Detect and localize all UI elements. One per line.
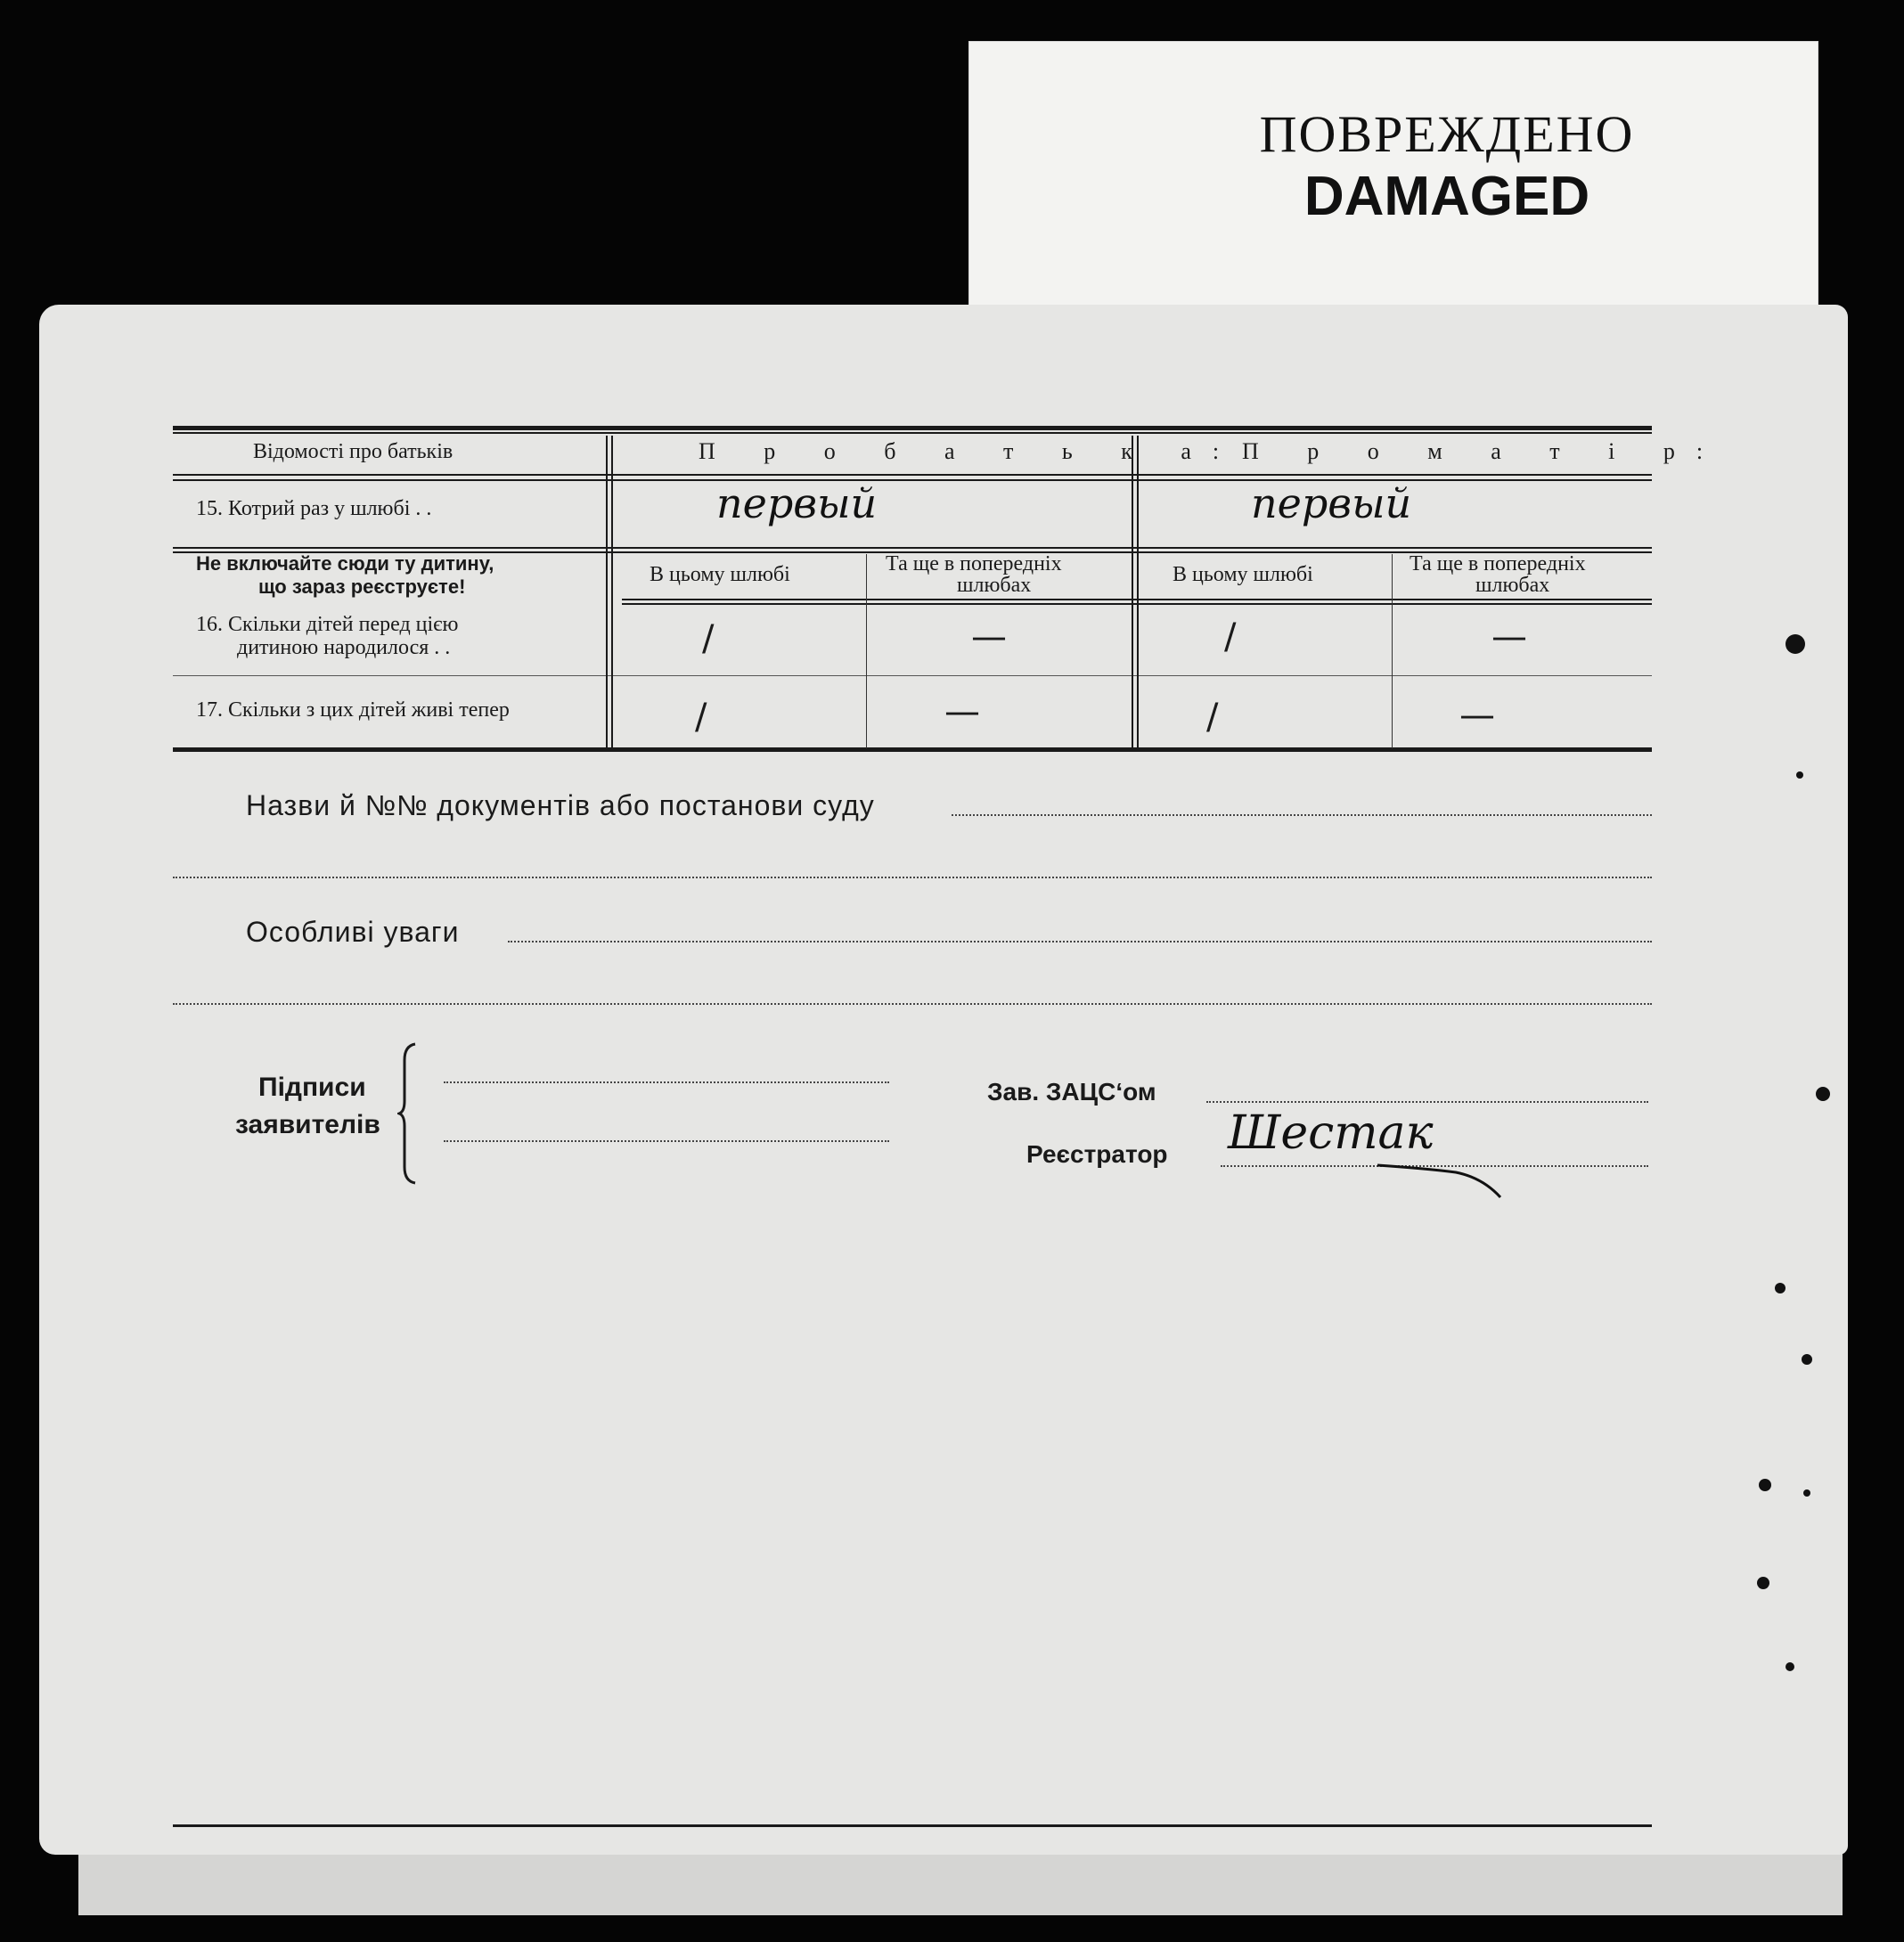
applicants-brace <box>397 1042 419 1185</box>
col-divider-parents-a <box>1132 436 1133 749</box>
row16-mother-prev-value: — <box>1491 616 1527 657</box>
header-rule-2 <box>173 479 1652 481</box>
registration-form-sheet <box>39 305 1848 1855</box>
row17-father-this-value: / <box>695 697 707 738</box>
row15-father-value: первый <box>716 479 878 527</box>
row17-mother-prev-value: — <box>1459 695 1495 736</box>
row17-father-prev-value: — <box>944 691 980 732</box>
row17-label: 17. Скільки з цих дітей живі тепер <box>196 698 510 722</box>
binding-hole <box>1759 1479 1771 1491</box>
row16-label-line-1: 16. Скільки дітей перед цією <box>196 613 459 636</box>
col-divider-mother-sub <box>1392 554 1393 748</box>
col-divider-info-a <box>606 436 608 749</box>
col-divider-info-b <box>611 436 613 749</box>
table-bottom-rule <box>173 747 1652 752</box>
applicant-signature-line-1 <box>444 1081 889 1083</box>
binding-hole <box>1816 1087 1830 1101</box>
binding-hole <box>1786 1662 1794 1671</box>
table-top-rule-thin <box>173 432 1652 434</box>
notes-fill-line <box>508 941 1652 942</box>
notes-fill-line-2 <box>173 1003 1652 1005</box>
binding-hole <box>1757 1577 1769 1589</box>
binding-hole <box>1775 1283 1786 1293</box>
bottom-rule <box>173 1824 1652 1827</box>
damaged-label-en: DAMAGED <box>1303 166 1590 227</box>
documents-label: Назви й №№ документів або постанови суду <box>246 789 875 821</box>
col-divider-parents-b <box>1137 436 1139 749</box>
row17-mother-this-value: / <box>1206 697 1219 738</box>
notes-label: Особливі уваги <box>246 916 460 948</box>
row15-label: 15. Котрий раз у шлюбі . . <box>196 497 432 520</box>
column-header-father: П р о б а т ь к а: <box>699 438 1241 464</box>
applicants-label-line-1: Підписи <box>258 1073 366 1102</box>
binding-hole <box>1802 1354 1812 1365</box>
binding-hole <box>1796 771 1803 779</box>
subheader-mother-prev-2: шлюбах <box>1475 574 1550 597</box>
subheader-father-prev-2: шлюбах <box>957 574 1032 597</box>
registrar-signature: Шестак <box>1228 1106 1434 1160</box>
row16-father-this-value: / <box>702 618 715 659</box>
damaged-label-ru: ПОВРЕЖДЕНО <box>1259 105 1635 163</box>
row16-father-prev-value: — <box>971 616 1007 657</box>
row15-mother-value: первый <box>1251 479 1412 527</box>
row16-label-line-2: дитиною народилося . . <box>237 636 451 659</box>
header-rule <box>173 474 1652 476</box>
binding-hole <box>1803 1489 1810 1497</box>
registrar-signature-flourish <box>1376 1142 1509 1204</box>
warning-line-1: Не включайте сюди ту дитину, <box>196 552 494 575</box>
damaged-label-card <box>968 41 1818 310</box>
head-label: Зав. ЗАЦС‘ом <box>987 1078 1156 1106</box>
documents-fill-line-2 <box>173 877 1652 878</box>
applicants-label-line-2: заявителів <box>235 1110 380 1139</box>
binding-hole <box>1786 634 1805 654</box>
head-signature-line <box>1206 1101 1648 1103</box>
subheader-father-this: В цьому шлюбі <box>650 563 790 586</box>
col-divider-father-sub <box>866 554 867 748</box>
table-top-rule <box>173 426 1652 430</box>
row16-mother-this-value: / <box>1224 616 1237 657</box>
applicant-signature-line-2 <box>444 1140 889 1142</box>
column-header-info: Відомості про батьків <box>253 440 454 463</box>
documents-fill-line <box>952 814 1652 816</box>
row16-rule <box>173 675 1652 676</box>
registrar-label: Реєстратор <box>1026 1140 1168 1168</box>
subheader-father-prev-1: Та ще в попередніх <box>886 552 1062 575</box>
warning-line-2: що зараз реєструєте! <box>258 575 466 598</box>
subheader-mother-this: В цьому шлюбі <box>1173 563 1313 586</box>
row15-rule <box>173 547 1652 549</box>
subheader-mother-prev-1: Та ще в попередніх <box>1410 552 1586 575</box>
column-header-mother: П р о м а т і р: <box>1242 438 1725 464</box>
